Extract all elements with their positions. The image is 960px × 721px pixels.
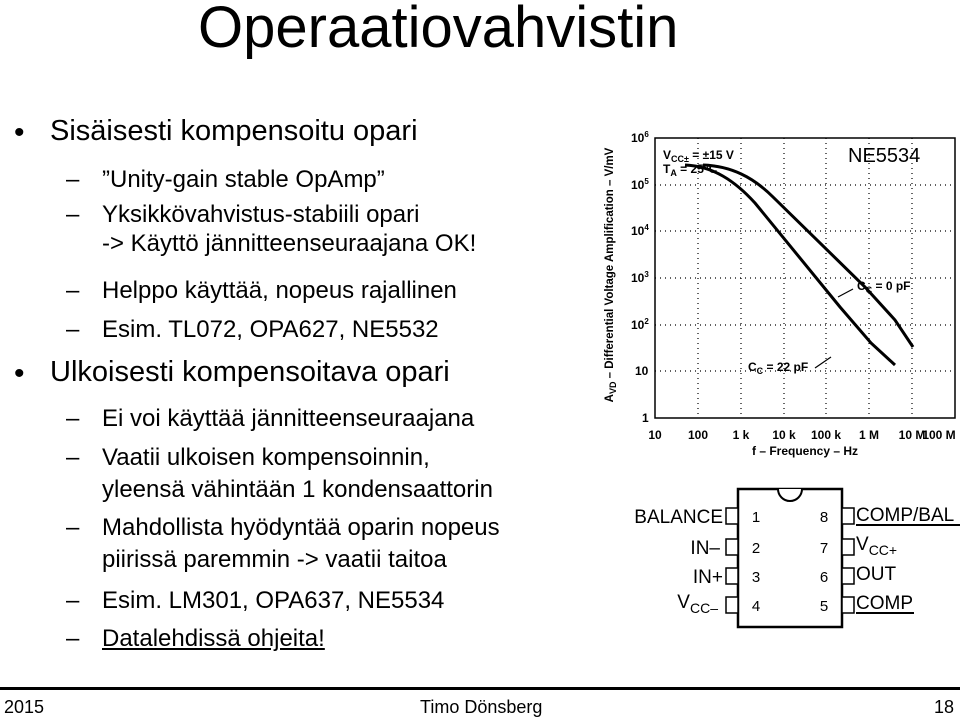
pin-name: OUT	[856, 564, 897, 585]
sub-dash: –	[66, 625, 80, 652]
curve-label-22pf: $C_C = 22$ pF	[748, 360, 809, 376]
pin-number: 3	[751, 569, 761, 586]
x-tick: 1 M	[858, 428, 880, 442]
y-tick: 1	[642, 411, 649, 425]
pin-number: 4	[751, 598, 761, 615]
sub-item-cont: -> Käyttö jännitteenseuraajana OK!	[102, 230, 477, 257]
sub-dash: –	[66, 444, 80, 471]
pin-number: 5	[819, 598, 829, 615]
x-tick: 100 M	[922, 428, 956, 442]
x-axis-label: f – Frequency – Hz	[751, 444, 859, 458]
left-pin-stubs	[726, 508, 738, 613]
pin-number: 2	[751, 540, 761, 557]
sub-item: Ei voi käyttää jännitteenseuraajana	[102, 405, 475, 432]
x-tick: 10 M	[898, 428, 926, 442]
y-tick: $10^6$	[631, 130, 649, 145]
sub-dash: –	[66, 514, 80, 541]
cond-ta: $T_A = 25^\circ C$	[663, 162, 718, 178]
pin-number: 6	[819, 569, 829, 586]
left-pin-names	[634, 507, 723, 616]
y-tick: $10^3$	[631, 270, 649, 285]
sub-item-cont: piirissä paremmin -> vaatii taitoa	[102, 546, 447, 573]
sub-item: ”Unity-gain stable OpAmp”	[102, 166, 385, 193]
cond-vcc: $V_{CC\pm} = \pm 15$ V	[663, 148, 734, 164]
bullet-2-text: Ulkoisesti kompensoitava opari	[50, 356, 450, 388]
sub-item: Mahdollista hyödyntää oparin nopeus	[102, 514, 500, 541]
x-tick: 100 k	[810, 428, 842, 442]
sub-dash: –	[66, 277, 80, 304]
sub-item: Esim. LM301, OPA637, NE5534	[102, 587, 445, 614]
pin-name: IN–	[690, 538, 720, 559]
pin-number: 1	[751, 509, 761, 526]
pin-name: BALANCE	[634, 507, 723, 528]
footer-divider	[0, 687, 960, 690]
x-tick: 10 k	[772, 428, 796, 442]
gain-frequency-graph	[595, 125, 960, 465]
bullet-dot: •	[14, 116, 25, 149]
slide-title: Operaatiovahvistin	[198, 0, 679, 60]
x-tick: 1 k	[732, 428, 750, 442]
footer-author: Timo Dönsberg	[420, 697, 543, 717]
label-leader-2	[838, 289, 853, 297]
sub-item-link: Datalehdissä ohjeita!	[102, 625, 325, 652]
ic-pinout-diagram	[620, 485, 960, 635]
curve-label-0pf: $C_C = 0$ pF	[857, 279, 911, 295]
y-tick: $10^2$	[631, 317, 649, 332]
curve-cc-0pf	[703, 165, 913, 347]
sub-item: Yksikkövahvistus-stabiili opari	[102, 201, 420, 228]
sub-item: Vaatii ulkoisen kompensoinnin,	[102, 444, 430, 471]
footer-page-number: 18	[933, 697, 954, 717]
pin-name: $V_{CC-}$	[677, 592, 718, 616]
pin-number: 8	[819, 509, 829, 526]
sub-dash: –	[66, 405, 80, 432]
sub-item-cont: yleensä vähintään 1 kondensaattorin	[102, 476, 493, 503]
sub-dash: –	[66, 166, 80, 193]
sub-dash: –	[66, 316, 80, 343]
sub-item: Esim. TL072, OPA627, NE5532	[102, 316, 439, 343]
y-tick-labels	[631, 130, 649, 425]
chip-label: NE5534	[848, 145, 921, 167]
right-pin-names	[856, 505, 954, 614]
sub-dash: –	[66, 201, 80, 228]
bullet-dot: •	[14, 357, 25, 390]
pin-name: COMP/BAL	[856, 505, 955, 526]
pin-name: IN+	[692, 567, 723, 588]
y-tick: $10^5$	[631, 177, 649, 192]
sub-dash: –	[66, 587, 80, 614]
pin-name: $V_{CC+}$	[856, 534, 898, 558]
x-tick: 100	[687, 428, 709, 442]
x-tick: 10	[648, 428, 662, 442]
y-axis-label: $A_{VD}$ – Differential Voltage Amplification – V/mV	[604, 147, 618, 403]
bullet-1-text: Sisäisesti kompensoitu opari	[50, 115, 418, 147]
curve-cc-22pf	[685, 165, 895, 365]
sub-item: Helppo käyttää, nopeus rajallinen	[102, 277, 457, 304]
y-tick: 10	[635, 364, 649, 378]
pin-number: 7	[819, 540, 829, 557]
label-leader-1	[815, 357, 831, 368]
pin-name: COMP	[856, 593, 913, 614]
footer-year: 2015	[4, 697, 45, 717]
y-tick: $10^4$	[631, 223, 649, 238]
x-tick-labels	[648, 428, 955, 442]
right-pin-stubs	[842, 508, 854, 613]
